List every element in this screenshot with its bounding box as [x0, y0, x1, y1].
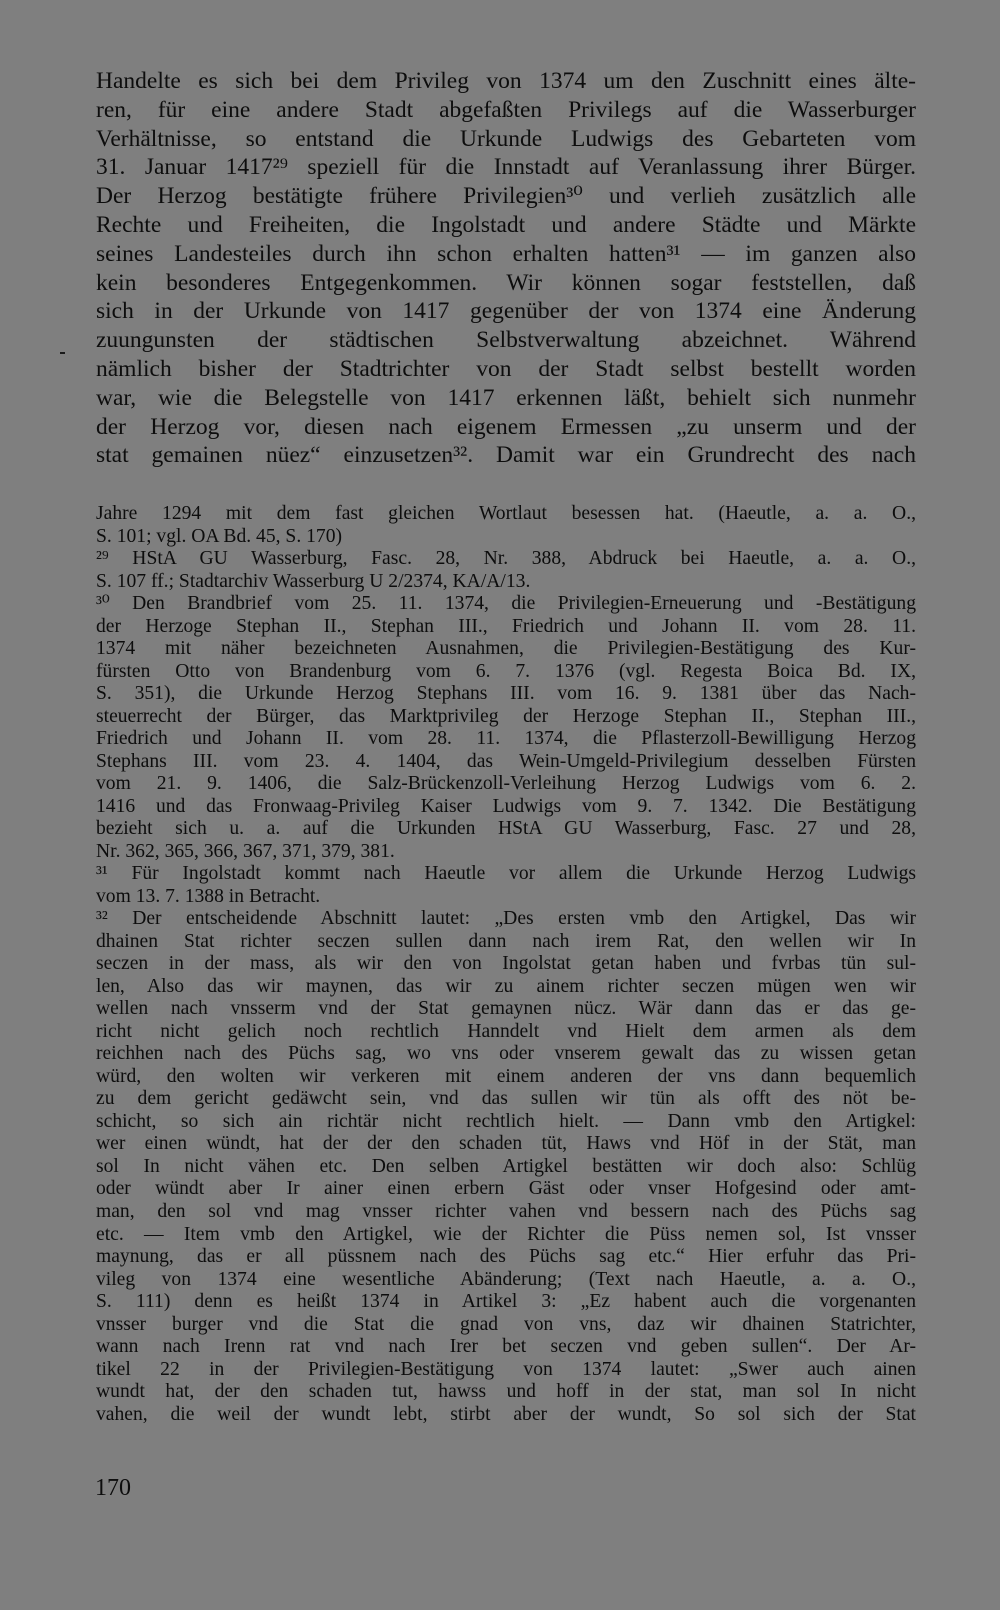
main-text-line: der Herzog vor, diesen nach eigenem Ermessen „zu unserm und der [96, 413, 916, 440]
footnote-line: der Herzoge Stephan II., Stephan III., Friedrich und Johann II. vom 28. 11. [96, 615, 916, 637]
main-text-block [96, 67, 916, 470]
main-text-line: Der Herzog bestätigte frühere Privilegien³⁰ und verlieh zusätzlich alle [96, 183, 916, 210]
main-text-line: 31. Januar 1417²⁹ speziell für die Innstadt auf Veranlassung ihrer Bürger. [96, 154, 916, 181]
main-text-line: Verhältnisse, so entstand die Urkunde Ludwigs des Gebarteten vom [96, 125, 916, 152]
main-text-line: ren, für eine andere Stadt abgefaßten Privilegs auf die Wasserburger [96, 96, 916, 123]
footnote-line: vahen, die weil der wundt lebt, stirbt aber der wundt, So sol sich der Stat [96, 1403, 916, 1425]
footnote-line: steuerrecht der Bürger, das Marktprivileg der Herzoge Stephan II., Stephan III., [96, 705, 916, 727]
footnote-line: Stephans III. vom 23. 4. 1404, das Wein-Umgeld-Privilegium desselben Fürsten [96, 750, 916, 772]
main-text-line: kein besonderes Entgegenkommen. Wir können sogar feststellen, daß [96, 269, 916, 296]
footnote-line: Nr. 362, 365, 366, 367, 371, 379, 381. [96, 840, 395, 862]
footnote-line: vom 13. 7. 1388 in Betracht. [96, 885, 321, 907]
footnote-line: richt nicht gelich noch rechtlich Hanndelt vnd Hielt dem armen als dem [96, 1020, 916, 1042]
footnote-line: 1416 und das Fronwaag-Privileg Kaiser Ludwigs vom 9. 7. 1342. Die Bestätigung [96, 795, 916, 817]
main-text-line: Rechte und Freiheiten, die Ingolstadt und andere Städte und Märkte [96, 211, 916, 238]
footnote-line: würd, den wolten wir verkeren mit einem anderen der vns dann bequemlich [96, 1065, 916, 1087]
main-text-line: stat gemainen nüez“ einzusetzen³². Damit war ein Grundrecht des nach [96, 442, 916, 469]
footnote-line: ³¹ Für Ingolstadt kommt nach Haeutle vor allem die Urkunde Herzog Ludwigs [96, 863, 916, 885]
main-text-line: zuungunsten der städtischen Selbstverwaltung abzeichnet. Während [96, 327, 916, 354]
footnote-line: etc. — Item vmb den Artigkel, wie der Richter die Püss nemen sol, Ist vnsser [96, 1223, 916, 1245]
footnotes-block [96, 503, 916, 1426]
footnote-line: dhainen Stat richter seczen sullen dann nach irem Rat, den wellen wir In [96, 930, 916, 952]
footnote-line: seczen in der mass, als wir den von Ingolstat getan haben und fvrbas tün sul- [96, 953, 916, 975]
footnote-line: vom 21. 9. 1406, die Salz-Brückenzoll-Verleihung Herzog Ludwigs vom 6. 2. [96, 773, 916, 795]
footnote-line: man, den sol vnd mag vnsser richter vahen vnd bessern nach des Püchs sag [96, 1200, 916, 1222]
footnote-line: ²⁹ HStA GU Wasserburg, Fasc. 28, Nr. 388, Abdruck bei Haeutle, a. a. O., [96, 548, 916, 570]
footnote-line: vnsser burger vnd die Stat die gnad von vns, daz wir dhainen Statrichter, [96, 1313, 916, 1335]
footnote-line: schicht, so sich ain richtär nicht rechtlich hielt. — Dann vmb den Artigkel: [96, 1110, 916, 1132]
footnote-line: vileg von 1374 eine wesentliche Abänderung; (Text nach Haeutle, a. a. O., [96, 1268, 916, 1290]
footnote-line: bezieht sich u. a. auf die Urkunden HStA GU Wasserburg, Fasc. 27 und 28, [96, 818, 916, 840]
main-text-line: sich in der Urkunde von 1417 gegenüber der von 1374 eine Änderung [96, 298, 916, 325]
footnote-line: maynung, das er all püssnem nach des Püchs sag etc.“ Hier erfuhr das Pri- [96, 1246, 916, 1268]
footnote-line: zu dem gericht gedäwcht sein, vnd das sullen wir tün als offt des nöt be- [96, 1088, 916, 1110]
footnote-line: wer einen wündt, hat der der den schaden tüt, Haws vnd Höf in der Stät, man [96, 1133, 916, 1155]
main-text-line: nämlich bisher der Stadtrichter von der Stadt selbst bestellt worden [96, 355, 916, 382]
main-text-line: seines Landesteiles durch ihn schon erhalten hatten³¹ — im ganzen also [96, 240, 916, 267]
footnote-line: Jahre 1294 mit dem fast gleichen Wortlaut besessen hat. (Haeutle, a. a. O., [96, 503, 916, 524]
footnote-line: wundt hat, der den schaden tut, hawss und hoff in der stat, man sol In nicht [96, 1381, 916, 1403]
footnote-line: 1374 mit näher bezeichneten Ausnahmen, die Privilegien-Bestätigung des Kur- [96, 638, 916, 660]
footnote-line: S. 351), die Urkunde Herzog Stephans III. vom 16. 9. 1381 über das Nach- [96, 683, 916, 705]
footnote-line: S. 101; vgl. OA Bd. 45, S. 170) [96, 525, 343, 547]
page-number: 170 [95, 1475, 131, 1501]
footnote-line: S. 107 ff.; Stadtarchiv Wasserburg U 2/2374, KA/A/13. [96, 570, 531, 592]
footnote-line: sol In nicht vähen etc. Den selben Artigkel bestätten wir doch also: Schlüg [96, 1155, 916, 1177]
footnote-line: ³⁰ Den Brandbrief vom 25. 11. 1374, die Privilegien-Erneuerung und -Bestätigung [96, 593, 916, 615]
margin-mark [60, 352, 65, 354]
footnote-line: S. 111) denn es heißt 1374 in Artikel 3: „Ez habent auch die vorgenanten [96, 1291, 916, 1313]
footnote-line: oder wündt aber Ir ainer einen erbern Gäst oder vnser Hofgesind oder amt- [96, 1178, 916, 1200]
footnote-line: tikel 22 in der Privilegien-Bestätigung von 1374 lautet: „Swer auch ainen [96, 1358, 916, 1380]
main-text-line: Handelte es sich bei dem Privileg von 1374 um den Zuschnitt eines älte- [96, 68, 916, 94]
footnote-line: fürsten Otto von Brandenburg vom 6. 7. 1376 (vgl. Regesta Boica Bd. IX, [96, 660, 916, 682]
footnote-line: wellen nach vnsserm vnd der Stat gemaynen nücz. Wär dann das er das ge- [96, 998, 916, 1020]
main-text-line: war, wie die Belegstelle von 1417 erkennen läßt, behielt sich nunmehr [96, 384, 916, 411]
footnote-line: wann nach Irenn rat vnd nach Irer bet seczen vnd geben sullen“. Der Ar- [96, 1336, 916, 1358]
footnote-line: len, Also das wir maynen, das wir zu ainem richter seczen mügen wen wir [96, 975, 916, 997]
footnote-line: Friedrich und Johann II. vom 28. 11. 1374, die Pflasterzoll-Bewilligung Herzog [96, 728, 916, 750]
footnote-line: reichhen nach des Püchs sag, wo vns oder vnserem gewalt das zu wissen getan [96, 1043, 916, 1065]
footnote-line: ³² Der entscheidende Abschnitt lautet: „Des ersten vmb den Artigkel, Das wir [96, 908, 916, 930]
